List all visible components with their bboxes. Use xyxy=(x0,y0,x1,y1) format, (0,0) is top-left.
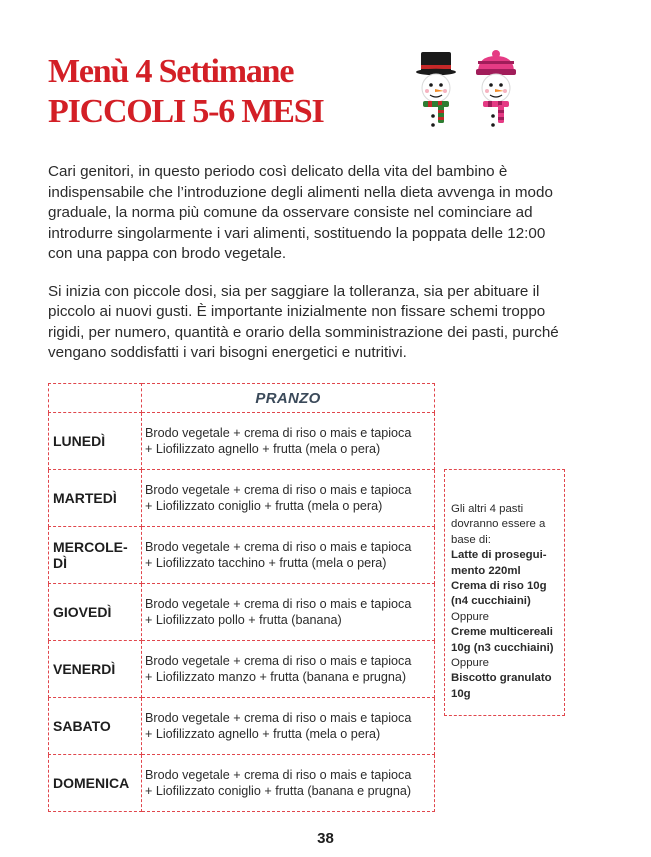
table-row xyxy=(49,641,435,698)
snowmen-illustration xyxy=(412,50,522,136)
day-name: GIOVEDÌ xyxy=(49,584,142,641)
other-meals-item-3: Creme multicereali 10g (n3 cucchiaini) xyxy=(451,626,554,654)
meal-line-2: + Liofilizzato coniglio + frutta (banana e prugna) xyxy=(145,784,412,798)
meal-line-1: Brodo vegetale + crema di riso o mais e tapioca xyxy=(145,426,412,440)
intro-paragraph-1: Cari genitori, in questo periodo così delicato della vita del bambino è indispensabile che l’introduzione degli alimenti nella dieta avvenga in modo graduale, la norma più comune da osservare consiste nel cominciare ad introdurre singolarmente i vari alimenti, sostituendo la poppata delle 12:00 con una pappa con brodo vegetale. xyxy=(48,163,553,262)
lunch-menu-table xyxy=(48,383,435,812)
page-title xyxy=(48,52,324,132)
meal-description xyxy=(142,527,435,584)
meal-line-1: Brodo vegetale + crema di riso o mais e tapioca xyxy=(145,483,412,497)
meal-line-1: Brodo vegetale + crema di riso o mais e tapioca xyxy=(145,540,412,554)
meal-line-1: Brodo vegetale + crema di riso o mais e tapioca xyxy=(145,654,412,668)
meal-description xyxy=(142,584,435,641)
meal-description xyxy=(142,641,435,698)
table-header-empty xyxy=(49,384,142,413)
meal-description xyxy=(142,470,435,527)
other-meals-or-2: Oppure xyxy=(451,657,489,670)
meal-line-2: + Liofilizzato coniglio + frutta (mela o pera) xyxy=(145,499,383,513)
day-name: MARTEDÌ xyxy=(49,470,142,527)
day-name: DOMENICA xyxy=(49,755,142,812)
intro-text xyxy=(48,162,568,381)
other-meals-item-4: Biscotto granulato 10g xyxy=(451,672,552,700)
page-number: 38 xyxy=(317,830,334,847)
other-meals-intro: Gli altri 4 pasti dovranno essere a base di: xyxy=(451,503,546,546)
meal-line-2: + Liofilizzato pollo + frutta (banana) xyxy=(145,613,342,627)
table-row xyxy=(49,698,435,755)
meal-line-2: + Liofilizzato tacchino + frutta (mela o pera) xyxy=(145,556,387,570)
table-row xyxy=(49,413,435,470)
day-name: SABATO xyxy=(49,698,142,755)
meal-line-2: + Liofilizzato agnello + frutta (mela o pera) xyxy=(145,727,381,741)
snowman-pink-hat-icon xyxy=(476,50,516,127)
other-meals-item-1: Latte di prosegui-mento 220ml xyxy=(451,549,547,577)
table-header-pranzo: PRANZO xyxy=(142,384,435,413)
title-line-1: Menù 4 Settimane xyxy=(48,53,294,90)
snowman-black-hat-icon xyxy=(416,52,456,127)
table-header-row xyxy=(49,384,435,413)
day-name: LUNEDÌ xyxy=(49,413,142,470)
meal-line-2: + Liofilizzato agnello + frutta (mela o pera) xyxy=(145,442,381,456)
table-row xyxy=(49,755,435,812)
meal-description xyxy=(142,413,435,470)
intro-paragraph-2: Si inizia con piccole dosi, sia per saggiare la tolleranza, sia per abituare il piccolo ai nuovi gusti. È importante inizialmente non fissare schemi troppo rigidi, per numero, quantità e orario della somministrazione dei pasti, purché vengano soddisfatti i vari bisogni energetici e nutritivi. xyxy=(48,282,559,361)
meal-line-1: Brodo vegetale + crema di riso o mais e tapioca xyxy=(145,711,412,725)
day-name: MERCOLE-DÌ xyxy=(49,527,142,584)
meal-line-1: Brodo vegetale + crema di riso o mais e tapioca xyxy=(145,768,412,782)
meal-description xyxy=(142,755,435,812)
meal-line-1: Brodo vegetale + crema di riso o mais e tapioca xyxy=(145,597,412,611)
table-row xyxy=(49,527,435,584)
other-meals-box xyxy=(444,469,565,716)
table-row xyxy=(49,470,435,527)
other-meals-item-2: Crema di riso 10g (n4 cucchiaini) xyxy=(451,580,547,608)
meal-description xyxy=(142,698,435,755)
title-line-2: PICCOLI 5-6 MESI xyxy=(48,93,324,130)
table-row xyxy=(49,584,435,641)
day-name: VENERDÌ xyxy=(49,641,142,698)
other-meals-or-1: Oppure xyxy=(451,610,489,623)
meal-line-2: + Liofilizzato manzo + frutta (banana e prugna) xyxy=(145,670,407,684)
